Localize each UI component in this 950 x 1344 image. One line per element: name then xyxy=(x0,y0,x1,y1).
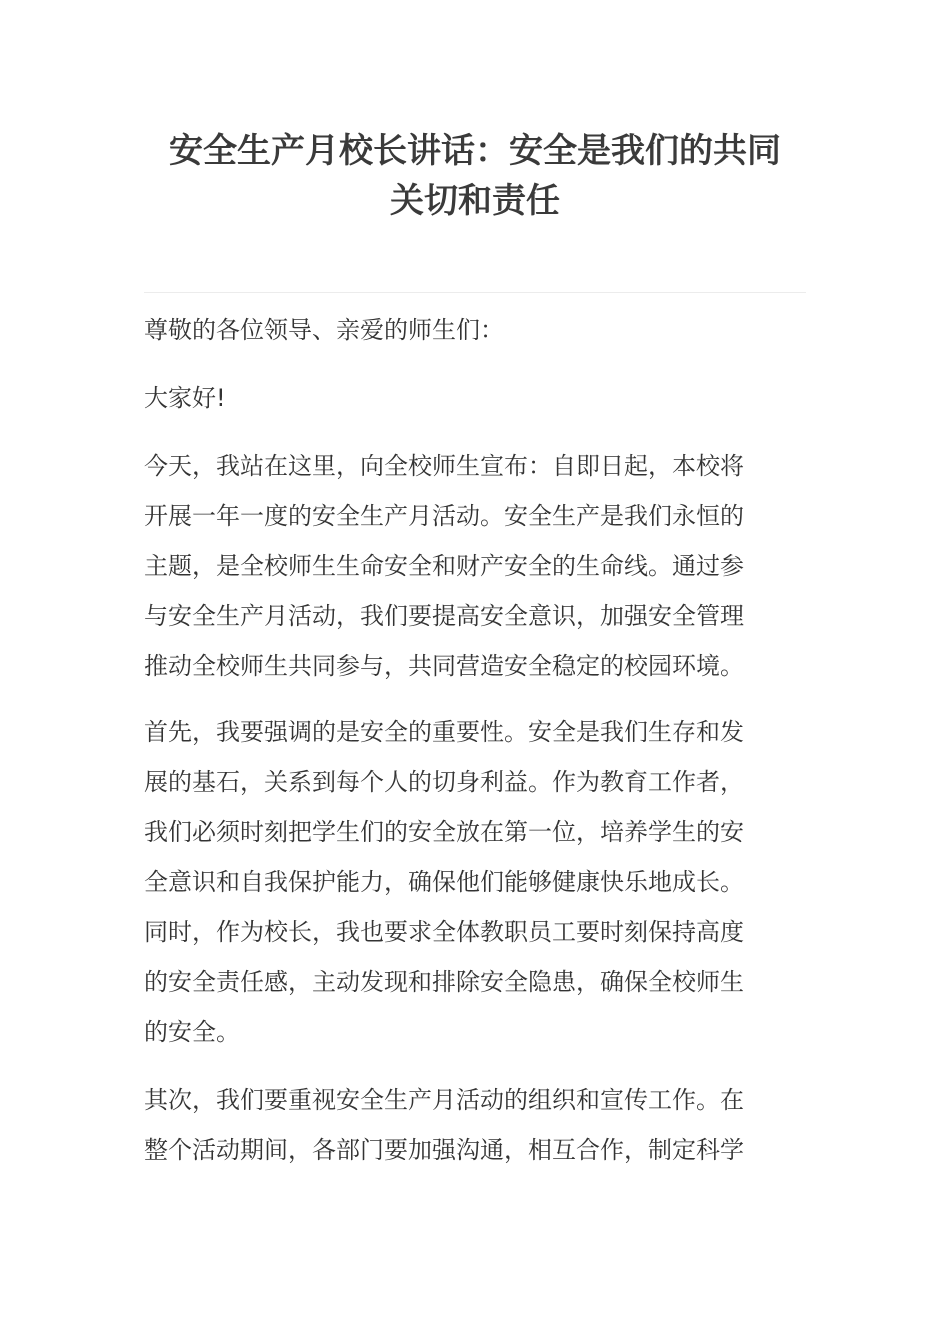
paragraph-line: 我们必须时刻把学生们的安全放在第一位，培养学生的安 xyxy=(144,818,744,846)
paragraph-line: 整个活动期间，各部门要加强沟通，相互合作，制定科学 xyxy=(144,1136,744,1164)
paragraph-line: 推动全校师生共同参与，共同营造安全稳定的校园环境。 xyxy=(144,652,744,680)
paragraph-line: 同时，作为校长，我也要求全体教职员工要时刻保持高度 xyxy=(144,918,744,946)
paragraph-line: 主题，是全校师生生命安全和财产安全的生命线。通过参 xyxy=(144,552,744,580)
paragraph-line: 其次，我们要重视安全生产月活动的组织和宣传工作。在 xyxy=(144,1086,744,1114)
paragraph-2 xyxy=(144,707,806,1057)
title-line: 安全生产月校长讲话：安全是我们的共同 xyxy=(169,131,781,171)
document-page xyxy=(144,0,806,1175)
greeting: 大家好! xyxy=(144,384,226,412)
paragraph-3 xyxy=(144,1075,806,1175)
salutation: 尊敬的各位领导、亲爱的师生们： xyxy=(144,316,504,344)
paragraph-1 xyxy=(144,441,806,691)
title-divider xyxy=(144,292,806,293)
document-title xyxy=(144,126,806,226)
paragraph-line: 开展一年一度的安全生产月活动。安全生产是我们永恒的 xyxy=(144,502,744,530)
paragraph-line: 今天，我站在这里，向全校师生宣布：自即日起，本校将 xyxy=(144,452,744,480)
paragraph-line: 的安全责任感，主动发现和排除安全隐患，确保全校师生 xyxy=(144,968,744,996)
paragraph-line: 首先，我要强调的是安全的重要性。安全是我们生存和发 xyxy=(144,718,744,746)
paragraph-line: 展的基石，关系到每个人的切身利益。作为教育工作者， xyxy=(144,768,744,796)
paragraph-line: 的安全。 xyxy=(144,1018,240,1046)
title-line: 关切和责任 xyxy=(390,181,560,221)
paragraph-line: 与安全生产月活动，我们要提高安全意识，加强安全管理 xyxy=(144,602,744,630)
paragraph-line: 全意识和自我保护能力，确保他们能够健康快乐地成长。 xyxy=(144,868,744,896)
